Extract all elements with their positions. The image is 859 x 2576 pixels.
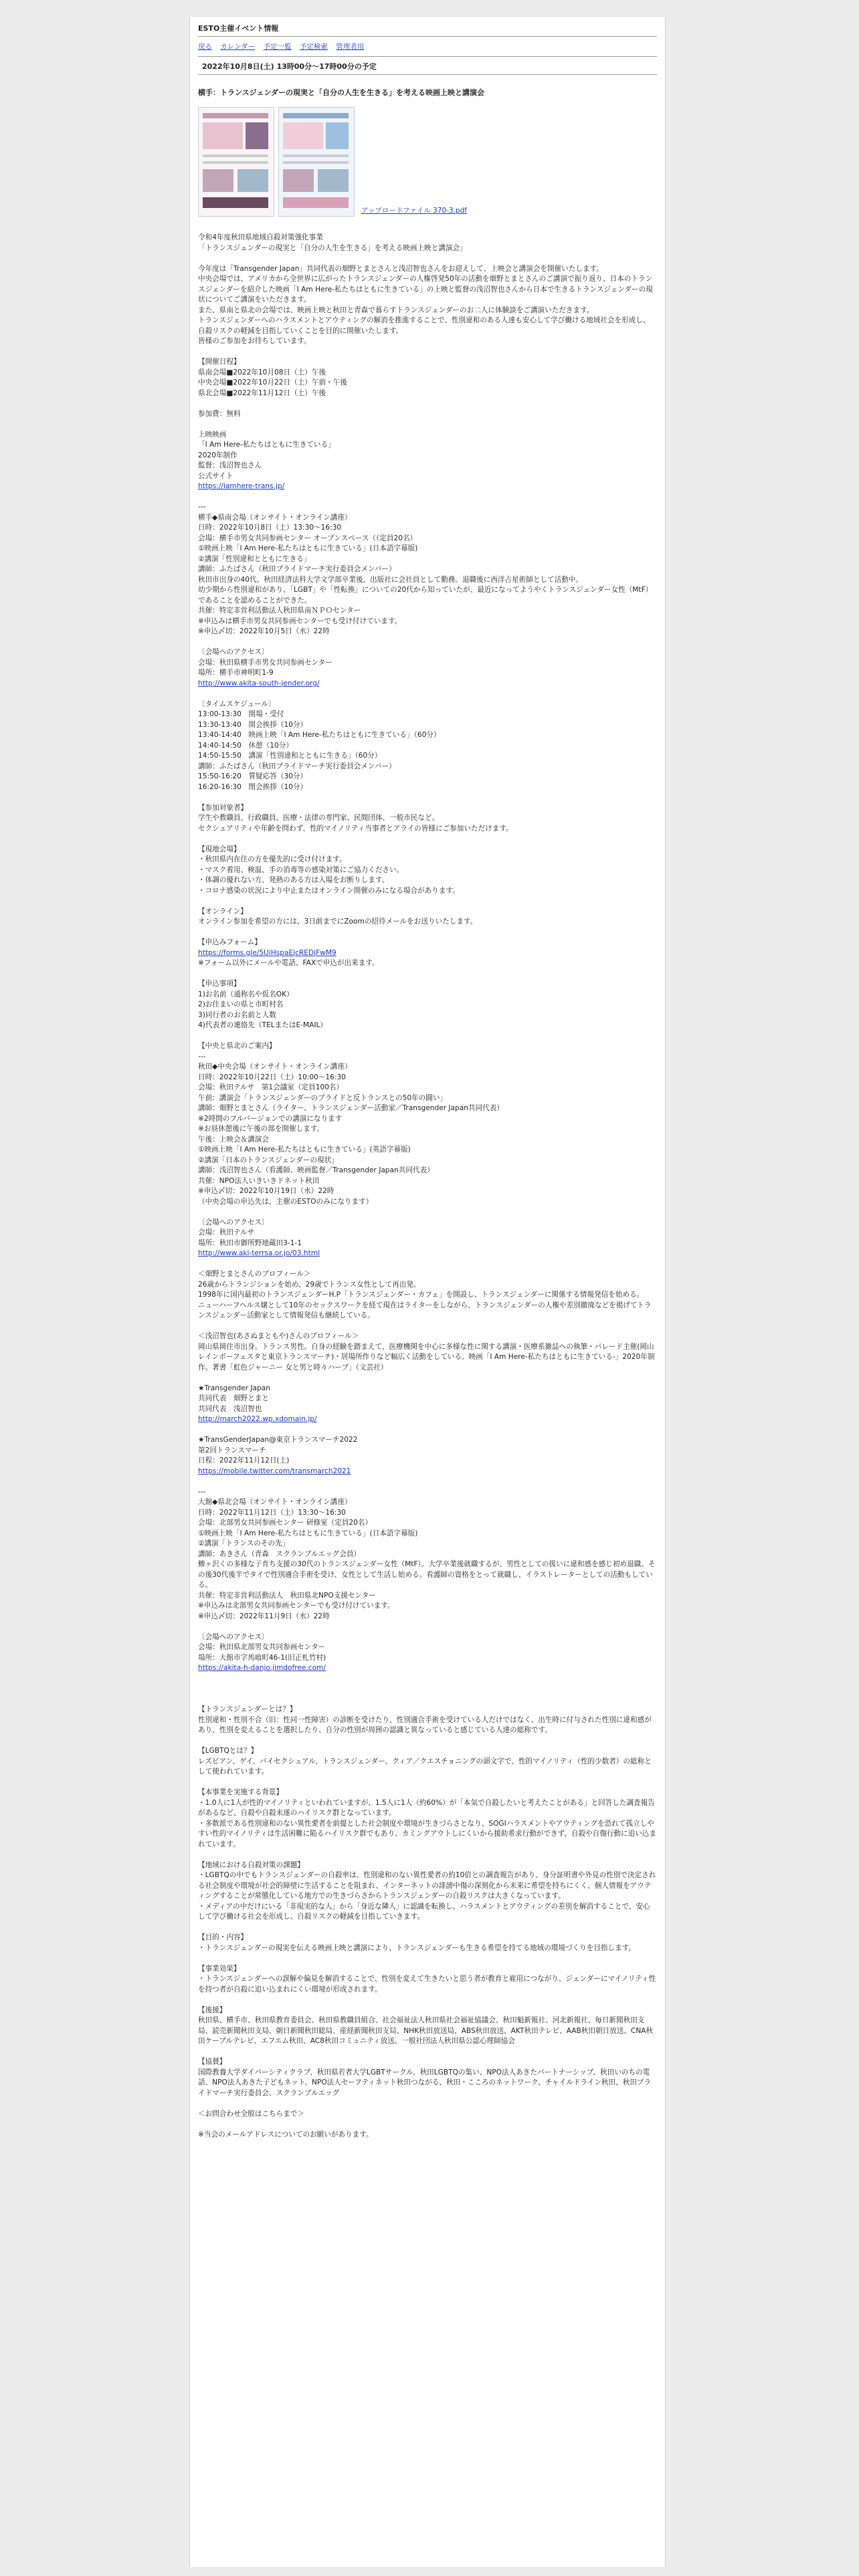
body-line: 皆様のご参加をお待ちしています。 bbox=[198, 337, 311, 345]
body-line: また、県南と県北の会場では、映画上映と秋田と青森で暮らすトランスジェンダーのお二人に体験談をご講演いただきます。 bbox=[198, 306, 594, 314]
body-line bbox=[198, 792, 657, 803]
body-line: 中央会場■2022年10月22日（土）午前・午後 bbox=[198, 379, 347, 387]
event-title: 横手：トランスジェンダーの現実と「自分の人生を生きる」を考える映画上映と講演会 bbox=[198, 88, 485, 97]
body-line: 中央会場では、アメリカから全世界に広がったトランスジェンダーの人権啓発50年の活動を畑野とまとさんのご講演で振り返り、日本のトランスジェンダーを紹介した映画「I Am Here-私たちはともに生きている」の上映と監督の浅沼智也さんから日本で生きるトランスジェンダーの現状についてご講演をいただきます。 bbox=[198, 275, 653, 304]
body-line bbox=[198, 1995, 657, 2006]
body-line: 鯵ヶ沢くの多様な子育ち支援の30代のトランスジェンダー女性（MtF）。大学卒業後就職するが、男性としての扱いに違和感を感じ初め退職。その後30代後半でタイで性別適合手術を受け、女性として生活し始める。看護師の資格をとって就職し、イラストレーターとしての活動もしている。 bbox=[198, 1560, 656, 1589]
body-line bbox=[198, 928, 657, 938]
body-line bbox=[198, 1674, 657, 1685]
body-line: 日程：2022年11月12日(土) bbox=[198, 1457, 290, 1465]
body-line: ・1.0人に1人が性的マイノリティといわれていますが、1.5人に1人（約60%）が「本気で自殺したいと考えたことがある」と回答した調査報告があるなど、自殺や自殺未遂のハイリスク群となっています。 bbox=[198, 1798, 655, 1817]
body-line bbox=[198, 1031, 657, 1042]
body-line bbox=[198, 1321, 657, 1332]
attachment-area bbox=[198, 107, 657, 217]
body-line: 大館◆県北会場（オンサイト・オンライン講座） bbox=[198, 1498, 352, 1506]
body-line: 2)お住まいの県と市町村名 bbox=[198, 1000, 284, 1008]
body-line: ※お昼休憩後に午後の部を開催します。 bbox=[198, 1125, 324, 1133]
body-line: 監督：浅沼智也さん bbox=[198, 461, 262, 469]
body-line: 会場：北部男女共同参画センター 研修室（定員20名） bbox=[198, 1519, 373, 1527]
body-line: ・メディアの中だけにいる「非現実的な人」から「身近な隣人」に認識を転換し、ハラスメントとアウティングの差別を解消することで、安心して学び働ける社会を形成し、自殺リスクの軽減を目指していきます。 bbox=[198, 1902, 650, 1921]
divider bbox=[198, 56, 657, 57]
body-line: 参加費：無料 bbox=[198, 409, 241, 418]
body-line: 会場：秋田県北部男女共同参画センター bbox=[198, 1643, 326, 1651]
body-line: ※申込みは北部男女共同参画センターでも受け付けています。 bbox=[198, 1602, 395, 1610]
body-line bbox=[198, 1850, 657, 1860]
body-line: 学生や教職員、行政職員、医療・法律の専門家、民間団体、一般市民など。 bbox=[198, 814, 440, 822]
body-line: 【協賛】 bbox=[198, 2058, 227, 2066]
event-date: 2022年10月8日(土) 13時00分～17時00分の予定 bbox=[202, 62, 377, 71]
body-line: 共催：NPO法人いきいきドネット秋田 bbox=[198, 1176, 320, 1185]
body-line: 性別違和・性別不合（旧：性同一性障害）の診断を受けたり、性別適合手術を受けている人だけではなく、出生時に付与された性別に違和感があり、性別を変えることを選択したり、自分の性別が周囲の認識と異なっていると感じている人達の総称です。 bbox=[198, 1715, 652, 1734]
body-line: 午後：上映会＆講演会 bbox=[198, 1135, 269, 1144]
body-line: ①映画上映「I Am Here-私たちはともに生きている」(日本語字幕版) bbox=[198, 1529, 418, 1537]
body-link[interactable]: https://mobile.twitter.com/transmarch2021 bbox=[198, 1467, 351, 1475]
body-line: 【参加対象者】 bbox=[198, 803, 248, 812]
flyer-thumbnail-front[interactable] bbox=[198, 107, 274, 217]
body-line bbox=[198, 492, 657, 503]
body-line: ※2時間のフルバージョンでの講演になります bbox=[198, 1114, 343, 1123]
body-line: 場所：大館市字馬喰町46-1(旧正札竹村) bbox=[198, 1653, 326, 1662]
body-line: 16:20-16:30 閉会挨拶（10分） bbox=[198, 782, 308, 791]
body-line: --- bbox=[198, 503, 206, 511]
event-description bbox=[198, 233, 657, 2140]
body-line: ②講演「性別違和とともに生きる」 bbox=[198, 554, 311, 563]
body-line: 14:50-15:50 講演「性別違和とともに生きる」（60分） bbox=[198, 752, 382, 760]
body-line: 「トランスジェンダーの現実と「自分の人生を生きる」を考える映画上映と講演会」 bbox=[198, 243, 467, 252]
body-line: 2020年制作 bbox=[198, 451, 237, 459]
nav-schedule-search-link[interactable]: 予定検索 bbox=[299, 43, 328, 51]
body-line: 講師：ふたばさん（秋田プライドマーチ実行委員会メンバー） bbox=[198, 762, 396, 770]
nav-bar bbox=[198, 39, 657, 53]
body-line bbox=[198, 969, 657, 980]
body-line: 県南会場■2022年10月08日（土）午後 bbox=[198, 368, 326, 377]
body-line: 【目的・内容】 bbox=[198, 1933, 248, 1941]
body-line: 場所：秋田市御所野地蔵田3-1-1 bbox=[198, 1239, 302, 1247]
body-line: 幼少期から性別違和があり、「LGBT」や「性転換」についての20代から知っていたが、最近になってようやくトランスジェンダー女性（MtF）であることを認めることができた。 bbox=[198, 586, 653, 605]
body-line bbox=[198, 1923, 657, 1933]
body-line bbox=[198, 1622, 657, 1632]
body-line: （中央会場の申込先は、主催のESTOのみになります） bbox=[198, 1197, 373, 1206]
body-line: 【開催日程】 bbox=[198, 358, 241, 366]
body-line: ・秋田県内在住の方を優先的に受け付けます。 bbox=[198, 855, 347, 863]
nav-schedule-list-link[interactable]: 予定一覧 bbox=[263, 43, 292, 51]
body-line: 秋田市出身の40代。秋田経済法科大学文学部卒業後、出版社に会社員として勤務。退職後に西洋占星術師として活動中。 bbox=[198, 575, 583, 584]
body-line bbox=[198, 1373, 657, 1384]
body-line bbox=[198, 1425, 657, 1436]
body-line bbox=[198, 2119, 657, 2130]
body-line bbox=[198, 896, 657, 907]
body-line: 【現地会場】 bbox=[198, 845, 241, 853]
body-line: セクシュアリティや年齢を問わず、性的マイノリティ当事者とアライの皆様にご参加いただけます。 bbox=[198, 824, 513, 833]
body-line: 今年度は「Transgender Japan」共同代表の畑野とまとさんと浅沼智也さんをお迎えして、上映会と講演会を開催いたします。 bbox=[198, 264, 603, 273]
divider bbox=[198, 74, 657, 75]
body-line: 午前：講演会「トランスジェンダーのプライドと反トランスとの50年の闘い」 bbox=[198, 1093, 448, 1102]
body-line: ※申込〆切：2022年10月5日（水）22時 bbox=[198, 627, 330, 635]
body-line bbox=[198, 1736, 657, 1747]
body-line: ※フォーム以外にメールや電話、FAXで申込が出来ます。 bbox=[198, 959, 379, 967]
body-link[interactable]: http://march2022.wp.xdomain.jp/ bbox=[198, 1415, 317, 1423]
divider bbox=[198, 36, 657, 37]
body-line: ＜お問合わせ全般はこちらまで＞ bbox=[198, 2109, 304, 2118]
body-line: オンライン参加を希望の方には、3日前までにZoomの招待メールをお送りいたします。 bbox=[198, 918, 478, 926]
body-line: ※当会のメールアドレスについてのお願いがあります。 bbox=[198, 2130, 373, 2139]
page-sheet bbox=[189, 17, 666, 2567]
body-line: 日時：2022年10月8日（土）13:30～16:30 bbox=[198, 524, 342, 532]
body-line: --- bbox=[198, 1487, 206, 1496]
body-line: 【LGBTQとは？】 bbox=[198, 1747, 258, 1755]
body-line: 〔会場へのアクセス〕 bbox=[198, 1218, 269, 1226]
body-line: 4)代表者の連絡先（TELまたはE-MAIL） bbox=[198, 1021, 327, 1029]
body-line bbox=[198, 1259, 657, 1270]
body-line: 講師：浅沼智也さん（看護師、映画監督／Transgender Japan共同代表） bbox=[198, 1166, 434, 1174]
body-line: 14:40-14:50 休憩（10分） bbox=[198, 741, 293, 750]
body-line: 会場：秋田県横手市男女共同参画センター bbox=[198, 658, 332, 667]
body-line: 講師：ふたばさん（秋田プライドマーチ実行委員会メンバー） bbox=[198, 565, 396, 573]
body-line bbox=[198, 1953, 657, 1964]
body-line: 会場：横手市男女共同参画センター オープンスペース（（定員20名） bbox=[198, 534, 417, 542]
nav-calendar-link[interactable]: カレンダー bbox=[220, 43, 256, 51]
body-line: --- bbox=[198, 1052, 206, 1061]
body-line bbox=[198, 2099, 657, 2109]
body-line: 【後援】 bbox=[198, 2006, 227, 2014]
body-line bbox=[198, 689, 657, 700]
body-link[interactable]: http://www.aki-terrsa.or.jo/03.html bbox=[198, 1249, 320, 1257]
body-line bbox=[198, 834, 657, 845]
body-line: 場所：横手市神明町1-9 bbox=[198, 669, 274, 677]
body-line bbox=[198, 1207, 657, 1218]
body-line: ①映画上映「I Am Here-私たちはともに生きている」(日本語字幕版) bbox=[198, 544, 418, 552]
body-line bbox=[198, 2047, 657, 2058]
body-line: ・コロナ感染の状況により中止またはオンライン開催のみになる場合があります。 bbox=[198, 886, 460, 895]
body-line: ※申込〆切：2022年11月9日（水）22時 bbox=[198, 1612, 330, 1620]
body-line bbox=[198, 253, 657, 264]
flyer-thumbnail-back[interactable] bbox=[278, 107, 355, 217]
body-link[interactable]: http://www.akita-south-jender.org/ bbox=[198, 679, 320, 687]
body-link[interactable]: https://iamhere-trans.jp/ bbox=[198, 482, 285, 490]
body-line: 13:40-14:40 映画上映「I Am Here-私たちはともに生きている」（60分） bbox=[198, 731, 441, 739]
body-line: 日時：2022年11月12日（土）13:30～16:30 bbox=[198, 1508, 346, 1517]
body-line: 3)同行者のお名前と人数 bbox=[198, 1010, 276, 1019]
body-line: ・トランスジェンダーの現実を伝える映画上映と講演により、トランスジェンダーも生きる希望を持てる地域の環境づくりを目指します。 bbox=[198, 1943, 636, 1952]
body-line: 岡山県岡住市出身。トランス男性。自身の経験を踏まえて、医療機関を中心に多様な性に関する講演・医療系雑誌への執筆・パレード主催(岡山レインボーフェスタと東京トランスマーチ)・居場所作りなど幅広く活動をしている。映画「I Am Here-私たちはともに生きている-」2020年制作。著書「虹色ジャーニー 女と男と時々ハーブ」（文芸社） bbox=[198, 1342, 655, 1372]
body-line: 会場：秋田テルサ bbox=[198, 1228, 255, 1237]
body-link[interactable]: https://forms.gle/5UiHspaEjcREDjFwM9 bbox=[198, 948, 337, 957]
body-line: ・体調の優れない方、発熱のある方は入場をお断りします。 bbox=[198, 876, 389, 884]
body-line bbox=[198, 399, 657, 409]
body-line: 第2回トランスマーチ bbox=[198, 1446, 266, 1455]
body-link[interactable]: https://akita-h-danjo.jimdofree.com/ bbox=[198, 1664, 326, 1672]
nav-back-link[interactable]: 戻る bbox=[198, 43, 212, 51]
body-line: 【申込みフォーム】 bbox=[198, 938, 262, 946]
body-line: 1998年に国内最初のトランスジェンダーH.P「トランスジェンダー・カフェ」を開設し、トランスジェンダーに関係する情報発信を始める。 bbox=[198, 1291, 644, 1299]
body-line bbox=[198, 1684, 657, 1695]
body-line: ★Transgender Japan bbox=[198, 1384, 270, 1392]
body-line: 講師：あきさん（青森 スクランブルエッグ会員） bbox=[198, 1549, 361, 1558]
body-line: ②講演「トランスのその先」 bbox=[198, 1539, 290, 1547]
body-line: 講師：畑野とまとさん（ライター、トランスジェンダー活動家／Transgender Japan共同代表） bbox=[198, 1104, 504, 1112]
body-line bbox=[198, 1778, 657, 1788]
body-line: 共催：特定非営利活動法人秋田県南ＮＰＯセンター bbox=[198, 607, 361, 615]
body-line: 13:00-13:30 開場・受付 bbox=[198, 710, 284, 718]
body-line: 【オンライン】 bbox=[198, 907, 248, 916]
body-line: ★TransGenderJapan@東京トランスマーチ2022 bbox=[198, 1436, 358, 1444]
body-line: 1)お名前（通称名や仮名OK） bbox=[198, 990, 294, 998]
site-title: ESTO主催イベント情報 bbox=[198, 24, 279, 33]
body-line: レズビアン、ゲイ、バイセクシュアル、トランスジェンダー、クィア／クエスチョニングの頭文字で、性的マイノリティ（性的少数者）の総称として使われています。 bbox=[198, 1757, 652, 1776]
body-line: 【申込事項】 bbox=[198, 980, 241, 988]
body-line: 共催：特定非営利活動法人 秋田県北NPO支援センター bbox=[198, 1591, 376, 1600]
body-line: 共同代表 畑野とまと bbox=[198, 1394, 269, 1402]
body-line: 秋田◆中央会場（オンサイト・オンライン講座） bbox=[198, 1063, 352, 1071]
body-line: 横手◆県南会場（オンサイト・オンライン講座） bbox=[198, 513, 352, 522]
body-line: 【地域における自殺対策の課題】 bbox=[198, 1860, 304, 1869]
body-line bbox=[198, 1477, 657, 1487]
body-line: 国際教養大学ダイバーシティクラブ、秋田県若者大学LGBTサークル、秋田LGBTQの集い、NPO法人あきたパートナーシップ、秋田いのちの電話、NPO法人あきた子どもネット、NPO法人セーフティネット秋田つながる、秋田・こころのネットワーク、チャイルドライン秋田、秋田プライドマーチ実行委員会、スクランブルエッグ bbox=[198, 2068, 652, 2097]
body-line: 【事業効果】 bbox=[198, 1964, 241, 1973]
body-line bbox=[198, 637, 657, 648]
body-line: 26歳からトランジションを始め、29歳でトランス女性として再出発。 bbox=[198, 1280, 421, 1289]
body-line bbox=[198, 347, 657, 358]
nav-admin-link[interactable]: 管理者用 bbox=[336, 43, 365, 51]
body-line: 【トランスジェンダーとは？】 bbox=[198, 1705, 297, 1713]
attachment-link[interactable]: アップロードファイル 370-3.pdf bbox=[361, 207, 467, 215]
body-line: 15:50-16:20 質疑応答（30分） bbox=[198, 772, 308, 780]
body-line: ②講演「日本のトランスジェンダーの現状」 bbox=[198, 1156, 339, 1164]
body-line: ・LGBTQの中でもトランスジェンダーの自殺率は、性別違和のない異性愛者の約10倍との調査報告があり、身分証明書や外見の性別で決定される社会制度や環境が社会的障壁に生活することを阻まれ、インターネットの誹謗中傷の深刻化から未来に希望を持ちにくく、個人情報をアウティングすることが常態化している地方での生きづらさからトランスジェンダーの自殺リスクは大きくなっています。 bbox=[198, 1871, 656, 1900]
body-line: 【本事業を実施する背景】 bbox=[198, 1788, 284, 1796]
body-line: ①映画上映「I Am Here-私たちはともに生きている」(英語字幕版) bbox=[198, 1146, 411, 1154]
body-line: 〔会場へのアクセス〕 bbox=[198, 648, 269, 656]
body-line: 〔タイムスケジュール〕 bbox=[198, 700, 276, 708]
body-line: 日時：2022年10月22日（土）10:00～16:30 bbox=[198, 1073, 346, 1081]
body-line: 公式サイト bbox=[198, 471, 233, 480]
body-line bbox=[198, 419, 657, 430]
body-line: ＜畑野とまとさんのプロフィール＞ bbox=[198, 1270, 311, 1278]
body-line: 令和4年度秋田県地域自殺対策強化事業 bbox=[198, 233, 323, 241]
body-line: ・多数派である性別違和のない異性愛者を前提とした社会制度や環境が生きづらさとなり、SOGIハラスメントやアウティングを恐れて孤立しやすい性的マイノリティは生活困難に陥るハイリスク群でもあり、カミングアウトしにくいから援助希求行動ができず、自殺や自傷行動に追い込まれています。 bbox=[198, 1819, 656, 1848]
body-line: 上映映画 bbox=[198, 430, 227, 439]
body-line: 県北会場■2022年11月12日（土）午後 bbox=[198, 389, 326, 397]
body-line: 「I Am Here-私たちはともに生きている」 bbox=[198, 441, 335, 449]
body-line: 【中央と県北のご案内】 bbox=[198, 1042, 276, 1050]
body-line: ※申込〆切：2022年10月19日（水）22時 bbox=[198, 1187, 335, 1195]
body-line: 会場：秋田テルサ 第1会議室（定員100名） bbox=[198, 1083, 344, 1091]
body-line bbox=[198, 1695, 657, 1705]
body-line: ※申込みは横手市男女共同参画センターでも受け付けています。 bbox=[198, 617, 402, 625]
body-line: ・トランスジェンダーへの誤解や偏見を解消することで、性別を変えて生きたいと思う者が教育と雇用につながり、ジェンダーにマイノリティ性を持つ者が自殺に追い込まれにくい環境が形成されます。 bbox=[198, 1975, 656, 1994]
body-line: トランスジェンダーへのハラスメントとアウティングの解消を推進することで、性別違和のある人達も安心して学び働ける地域社会を形成し、自殺リスクの軽減を目指していくことを目的に開催いたします。 bbox=[198, 316, 650, 335]
body-line: 13:30-13:40 開会挨拶（10分） bbox=[198, 720, 308, 729]
body-line: 〔会場へのアクセス〕 bbox=[198, 1632, 269, 1641]
body-line: 共同代表 浅沼智也 bbox=[198, 1404, 262, 1413]
body-line: ・マスク着用、検温、手の消毒等の感染対策にご協力ください。 bbox=[198, 865, 404, 874]
body-line: ニューハーフヘルス嬢として10年のセックスワークを経て現在はライターをしながら、トランスジェンダーの人権や差別撤廃などを掲げてトランスジェンダー活動家として情報発信も継続している。 bbox=[198, 1301, 652, 1319]
body-line: ＜浅沼智也(あさぬまともや)さんのプロフィール＞ bbox=[198, 1332, 359, 1340]
body-line: 秋田県、横手市、秋田県教育委員会、秋田県教職員組合、社会福祉法人秋田県社会福祉協議会、秋田魁新報社、河北新報社、毎日新聞秋田支局、読売新聞秋田支局、朝日新聞秋田総局、産経新聞秋田支局、NHK秋田放送局、ABS秋田放送、AKT秋田テレビ、AAB秋田朝日放送、CNA秋田ケーブルテレビ、エフエム秋田、AC8秋田コミュニティ放送、一般社団法人秋田県公認心理師協会 bbox=[198, 2016, 654, 2045]
